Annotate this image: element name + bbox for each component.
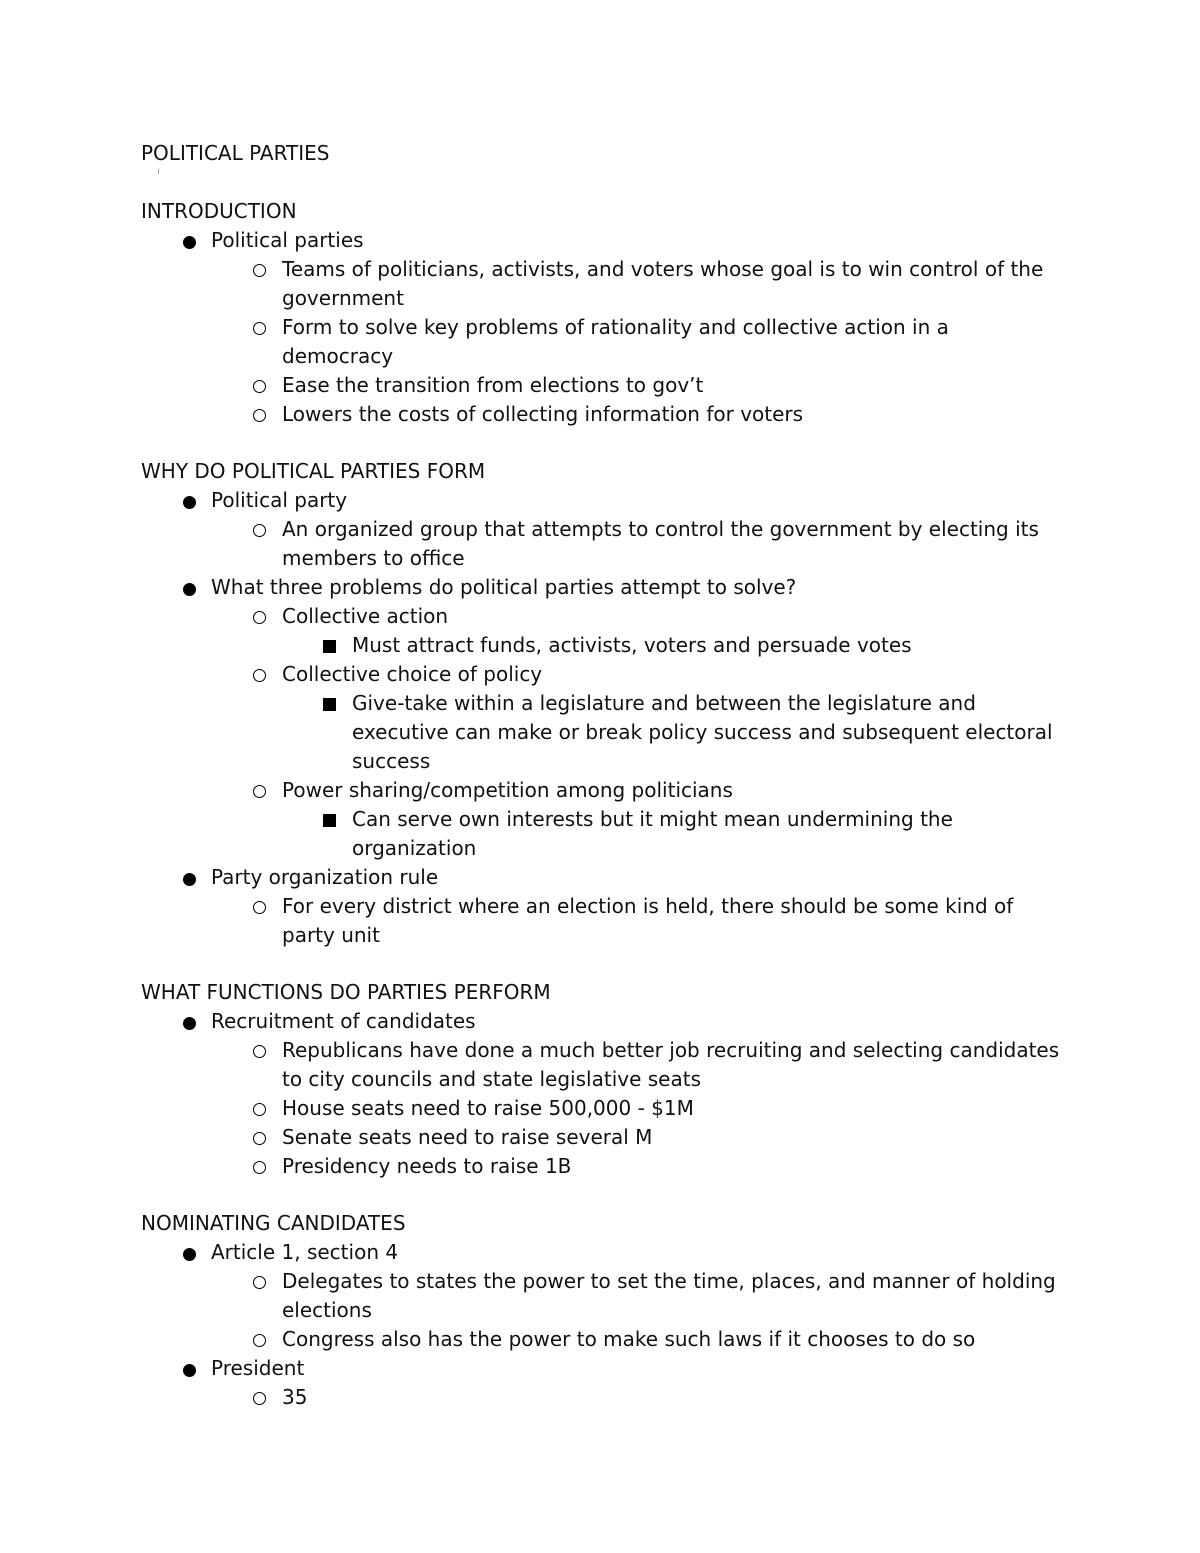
section [141,197,1061,429]
list-item [211,1238,1061,1267]
list-item [282,1036,1061,1094]
document-body [141,197,1061,1412]
list-item [282,1267,1061,1325]
hollow-circle-bullet-icon [250,1267,272,1296]
list-item [352,689,1061,776]
list-item-text: Power sharing/competition among politicians [282,778,733,802]
list-item-text: Give-take within a legislature and between the legislature and executive can make or break policy success and subsequent electoral success [352,691,1053,773]
hollow-circle-bullet-icon [250,400,272,429]
section-heading: NOMINATING CANDIDATES [141,1211,406,1235]
hollow-circle-bullet-icon [250,602,272,631]
section-heading: WHY DO POLITICAL PARTIES FORM [141,459,486,483]
hollow-circle-bullet-icon [250,892,272,921]
hollow-circle-bullet-icon [250,255,272,284]
bullet-list [141,226,1061,429]
list-item [282,1152,1061,1181]
list-item-text: Republicans have done a much better job recruiting and selecting candidates to city councils and state legislative seats [282,1038,1060,1091]
list-item-text: House seats need to raise 500,000 - $1M [282,1096,694,1120]
list-item [282,660,1061,689]
list-item-text: Collective choice of policy [282,662,543,686]
hollow-circle-bullet-icon [250,660,272,689]
list-item [352,631,1061,660]
list-item-text: An organized group that attempts to control the government by electing its members to office [282,517,1039,570]
list-item-text: For every district where an election is held, there should be some kind of party unit [282,894,1014,947]
list-item [352,805,1061,863]
list-item [211,226,1061,255]
hollow-circle-bullet-icon [250,1383,272,1412]
section-heading: WHAT FUNCTIONS DO PARTIES PERFORM [141,980,551,1004]
square-bullet-icon [320,689,342,718]
list-item-text: Political parties [211,228,364,252]
hollow-circle-bullet-icon [250,776,272,805]
list-item [211,1007,1061,1036]
hollow-circle-bullet-icon [250,1152,272,1181]
bullet-list [141,486,1061,950]
square-bullet-icon [320,631,342,660]
list-item [282,1123,1061,1152]
list-item-text: Teams of politicians, activists, and voters whose goal is to win control of the government [282,257,1044,310]
list-item-text: 35 [282,1385,308,1409]
hollow-circle-bullet-icon [250,515,272,544]
list-item [282,371,1061,400]
list-item-text: Can serve own interests but it might mean undermining the organization [352,807,953,860]
section-heading: INTRODUCTION [141,199,297,223]
list-item-text: Must attract funds, activists, voters and persuade votes [352,633,912,657]
list-item [282,1325,1061,1354]
filled-circle-bullet-icon [179,1238,201,1267]
list-item [211,863,1061,892]
filled-circle-bullet-icon [179,226,201,255]
bullet-list [141,1238,1061,1412]
bullet-list [141,1007,1061,1181]
hollow-circle-bullet-icon [250,313,272,342]
list-item [282,602,1061,631]
list-item [282,892,1061,950]
section [141,978,1061,1181]
list-item-text: Article 1, section 4 [211,1240,399,1264]
list-item-text: Collective action [282,604,449,628]
cursor-mark [158,169,159,174]
section [141,1209,1061,1412]
filled-circle-bullet-icon [179,486,201,515]
list-item-text: President [211,1356,305,1380]
hollow-circle-bullet-icon [250,1094,272,1123]
hollow-circle-bullet-icon [250,371,272,400]
filled-circle-bullet-icon [179,573,201,602]
list-item [211,573,1061,602]
list-item-text: Congress also has the power to make such laws if it chooses to do so [282,1327,976,1351]
list-item [282,1383,1061,1412]
filled-circle-bullet-icon [179,1007,201,1036]
list-item [282,400,1061,429]
square-bullet-icon [320,805,342,834]
list-item-text: Political party [211,488,348,512]
list-item [282,255,1061,313]
document-title: POLITICAL PARTIES [141,141,330,165]
list-item [211,486,1061,515]
filled-circle-bullet-icon [179,863,201,892]
list-item-text: What three problems do political parties attempt to solve? [211,575,797,599]
hollow-circle-bullet-icon [250,1123,272,1152]
list-item [282,313,1061,371]
list-item-text: Senate seats need to raise several M [282,1125,653,1149]
list-item-text: Ease the transition from elections to gov’t [282,373,704,397]
filled-circle-bullet-icon [179,1354,201,1383]
hollow-circle-bullet-icon [250,1036,272,1065]
document-page [141,139,1061,1440]
hollow-circle-bullet-icon [250,1325,272,1354]
section [141,457,1061,950]
list-item-text: Recruitment of candidates [211,1009,476,1033]
list-item-text: Presidency needs to raise 1B [282,1154,572,1178]
list-item-text: Form to solve key problems of rationality and collective action in a democracy [282,315,949,368]
list-item [282,515,1061,573]
list-item-text: Lowers the costs of collecting information for voters [282,402,804,426]
list-item [211,1354,1061,1383]
list-item [282,1094,1061,1123]
list-item-text: Party organization rule [211,865,439,889]
list-item-text: Delegates to states the power to set the time, places, and manner of holding elections [282,1269,1056,1322]
list-item [282,776,1061,805]
